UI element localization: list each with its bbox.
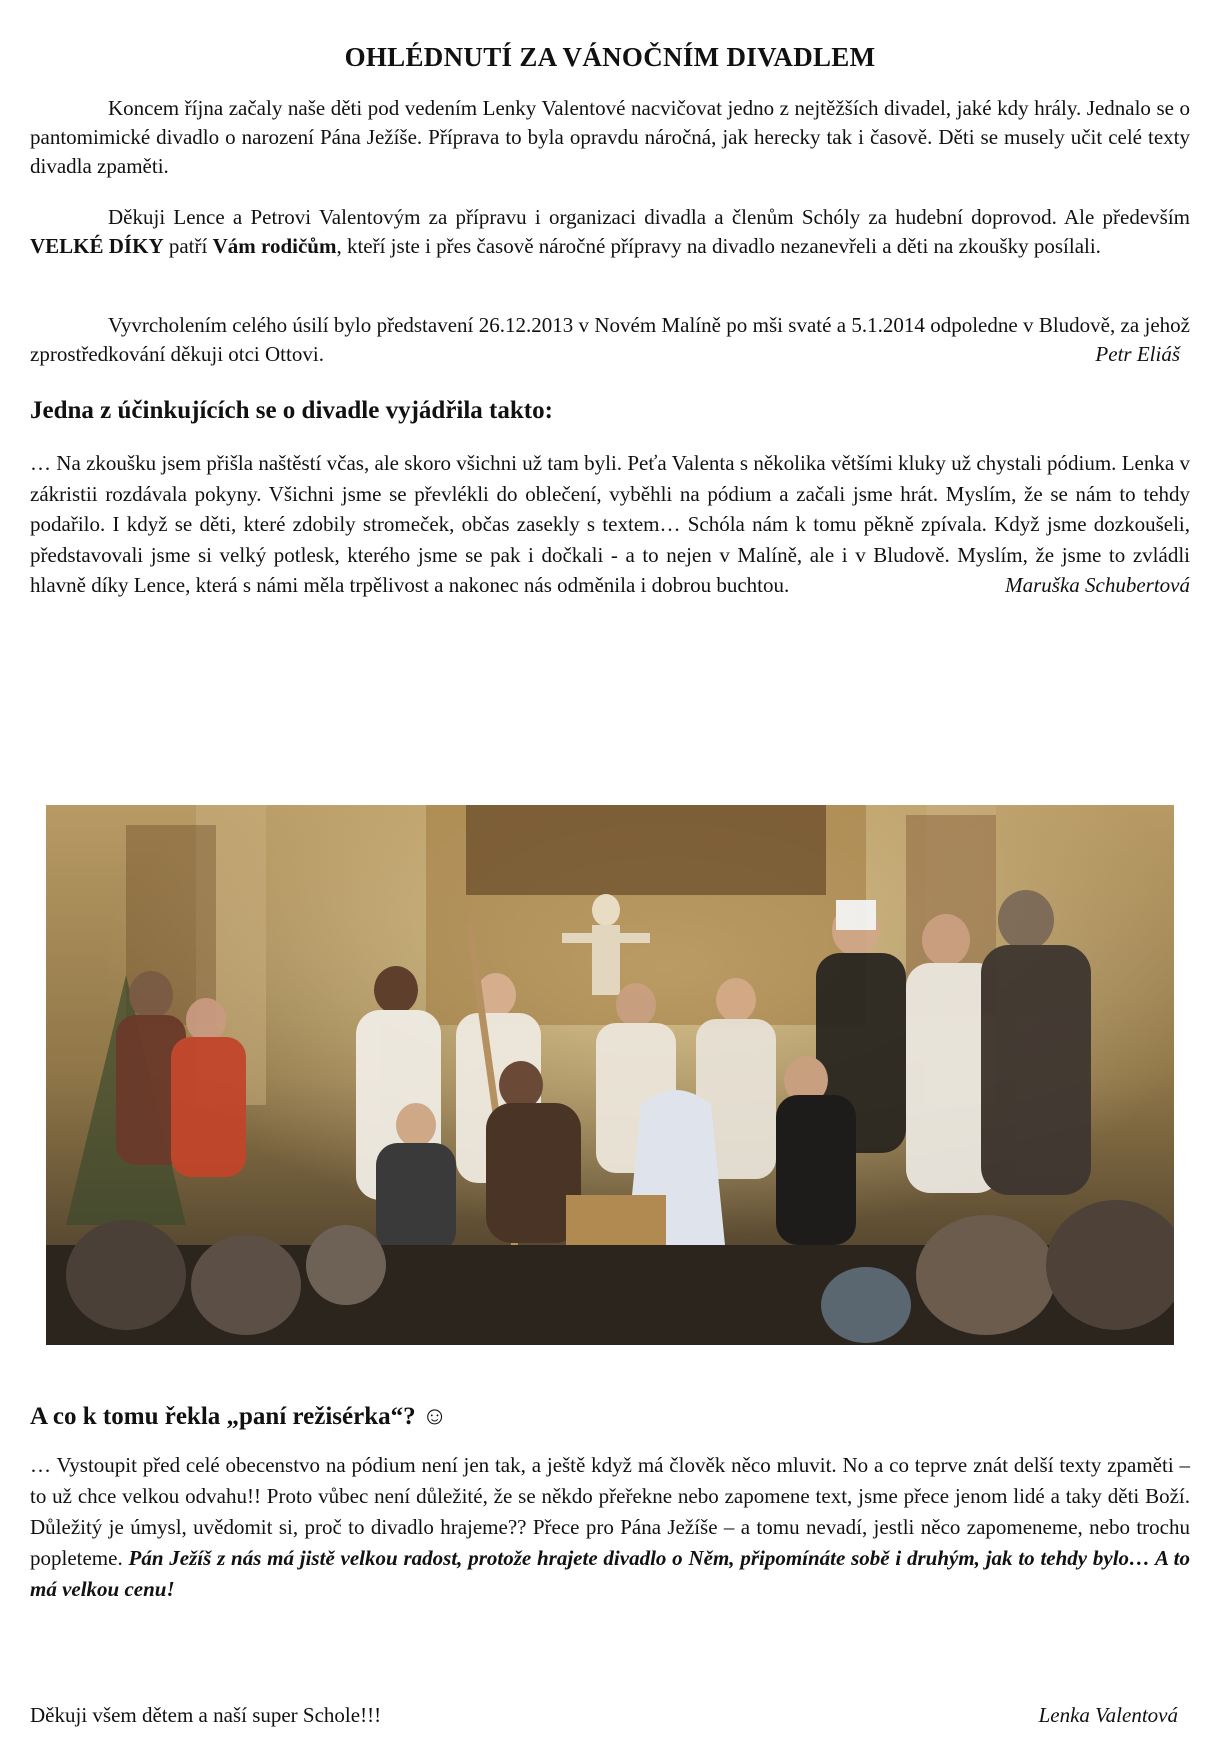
intro-paragraph-2 (30, 203, 1190, 261)
p2-text-b: patří (163, 234, 213, 258)
p3-text: Vyvrcholením celého úsilí bylo představení 26.12.2013 v Novém Malíně po mši svaté a 5.1.2014 odpoledne v Bludově, za jehož zprostředkování děkuji otci Ottovi. (30, 313, 1190, 366)
section2-heading: Jedna z účinkujících se o divadle vyjádřila takto: (30, 397, 553, 424)
intro-paragraph-3 (30, 311, 1190, 369)
p2-bold-thanks: VELKÉ DÍKY (30, 234, 164, 258)
nativity-play-photo (46, 805, 1174, 1345)
p2-text-c: , kteří jste i přes časově náročné přípravy na divadlo nezanevřeli a děti na zkoušky posílali. (336, 234, 1101, 258)
section3-text: … Vystoupit před celé obecenstvo na pódium není jen tak, a ještě když má člověk něco mluvit. No a co teprve znát delší texty zpaměti – to už chce velkou odvahu!! Proto vůbec není důležité, že se někdo přeřekne nebo zapomene text, jsme přece jenom lidé a taky děti Boží. Důležitý je úmysl, uvědomit si, proč to divadlo hrajeme?? Přece pro Pána Ježíše – a tomu nevadí, jestli něco zapomeneme, nebo trochu popleteme. (30, 1453, 1190, 1570)
section3-bold-italic: Pán Ježíš z nás má jistě velkou radost, protože hrajete divadlo o Něm, připomínáte sobě i druhým, jak to tehdy bylo… A to má velkou cenu! (30, 1546, 1190, 1601)
p2-text-a: Děkuji Lence a Petrovi Valentovým za přípravu i organizaci divadla a členům Schóly za hudební doprovod. Ale především (108, 205, 1190, 229)
signature-maruska: Maruška Schubertová (1005, 573, 1190, 597)
page-title: OHLÉDNUTÍ ZA VÁNOČNÍM DIVADLEM (344, 42, 876, 72)
section3-heading: A co k tomu řekla „paní režisérka“? ☺ (30, 1403, 448, 1430)
signature-lenka: Lenka Valentová (1038, 1703, 1178, 1727)
closing-line (30, 1701, 1190, 1730)
section2-paragraph (30, 448, 1190, 601)
signature-petr: Petr Eliáš (1095, 342, 1180, 366)
closing-text: Děkuji všem dětem a naší super Schole!!! (30, 1703, 382, 1727)
section3-paragraph (30, 1450, 1190, 1605)
intro-paragraph-1: Koncem října začaly naše děti pod vedením Lenky Valentové nacvičovat jedno z nejtěžších divadel, jaké kdy hrály. Jednalo se o pantomimické divadlo o narození Pána Ježíše. Příprava to byla opravdu náročná, jak herecky tak i časově. Děti se musely učit celé texty divadla zpaměti. (30, 96, 1190, 178)
section2-text: … Na zkoušku jsem přišla naštěstí včas, ale skoro všichni už tam byli. Peťa Valenta s několika většími kluky už chystali pódium. Lenka v zákristii rozdávala pokyny. Všichni jsme se převlékli do oblečení, vyběhli na pódium a začali jsme hrát. Myslím, že se nám to tehdy podařilo. I když se děti, které zdobily stromeček, občas zasekly s textem… Schóla nám k tomu pěkně zpívala. Když jsme dozkoušeli, představovali jsme si velký potlesk, kterého jsme se pak i dočkali - a to nejen v Malíně, ale i v Bludově. Myslím, že jsme to zvládli hlavně díky Lence, která s námi měla trpělivost a nakonec nás odměnila i dobrou buchtou. (30, 451, 1190, 597)
p2-bold-parents: Vám rodičům (212, 234, 337, 258)
